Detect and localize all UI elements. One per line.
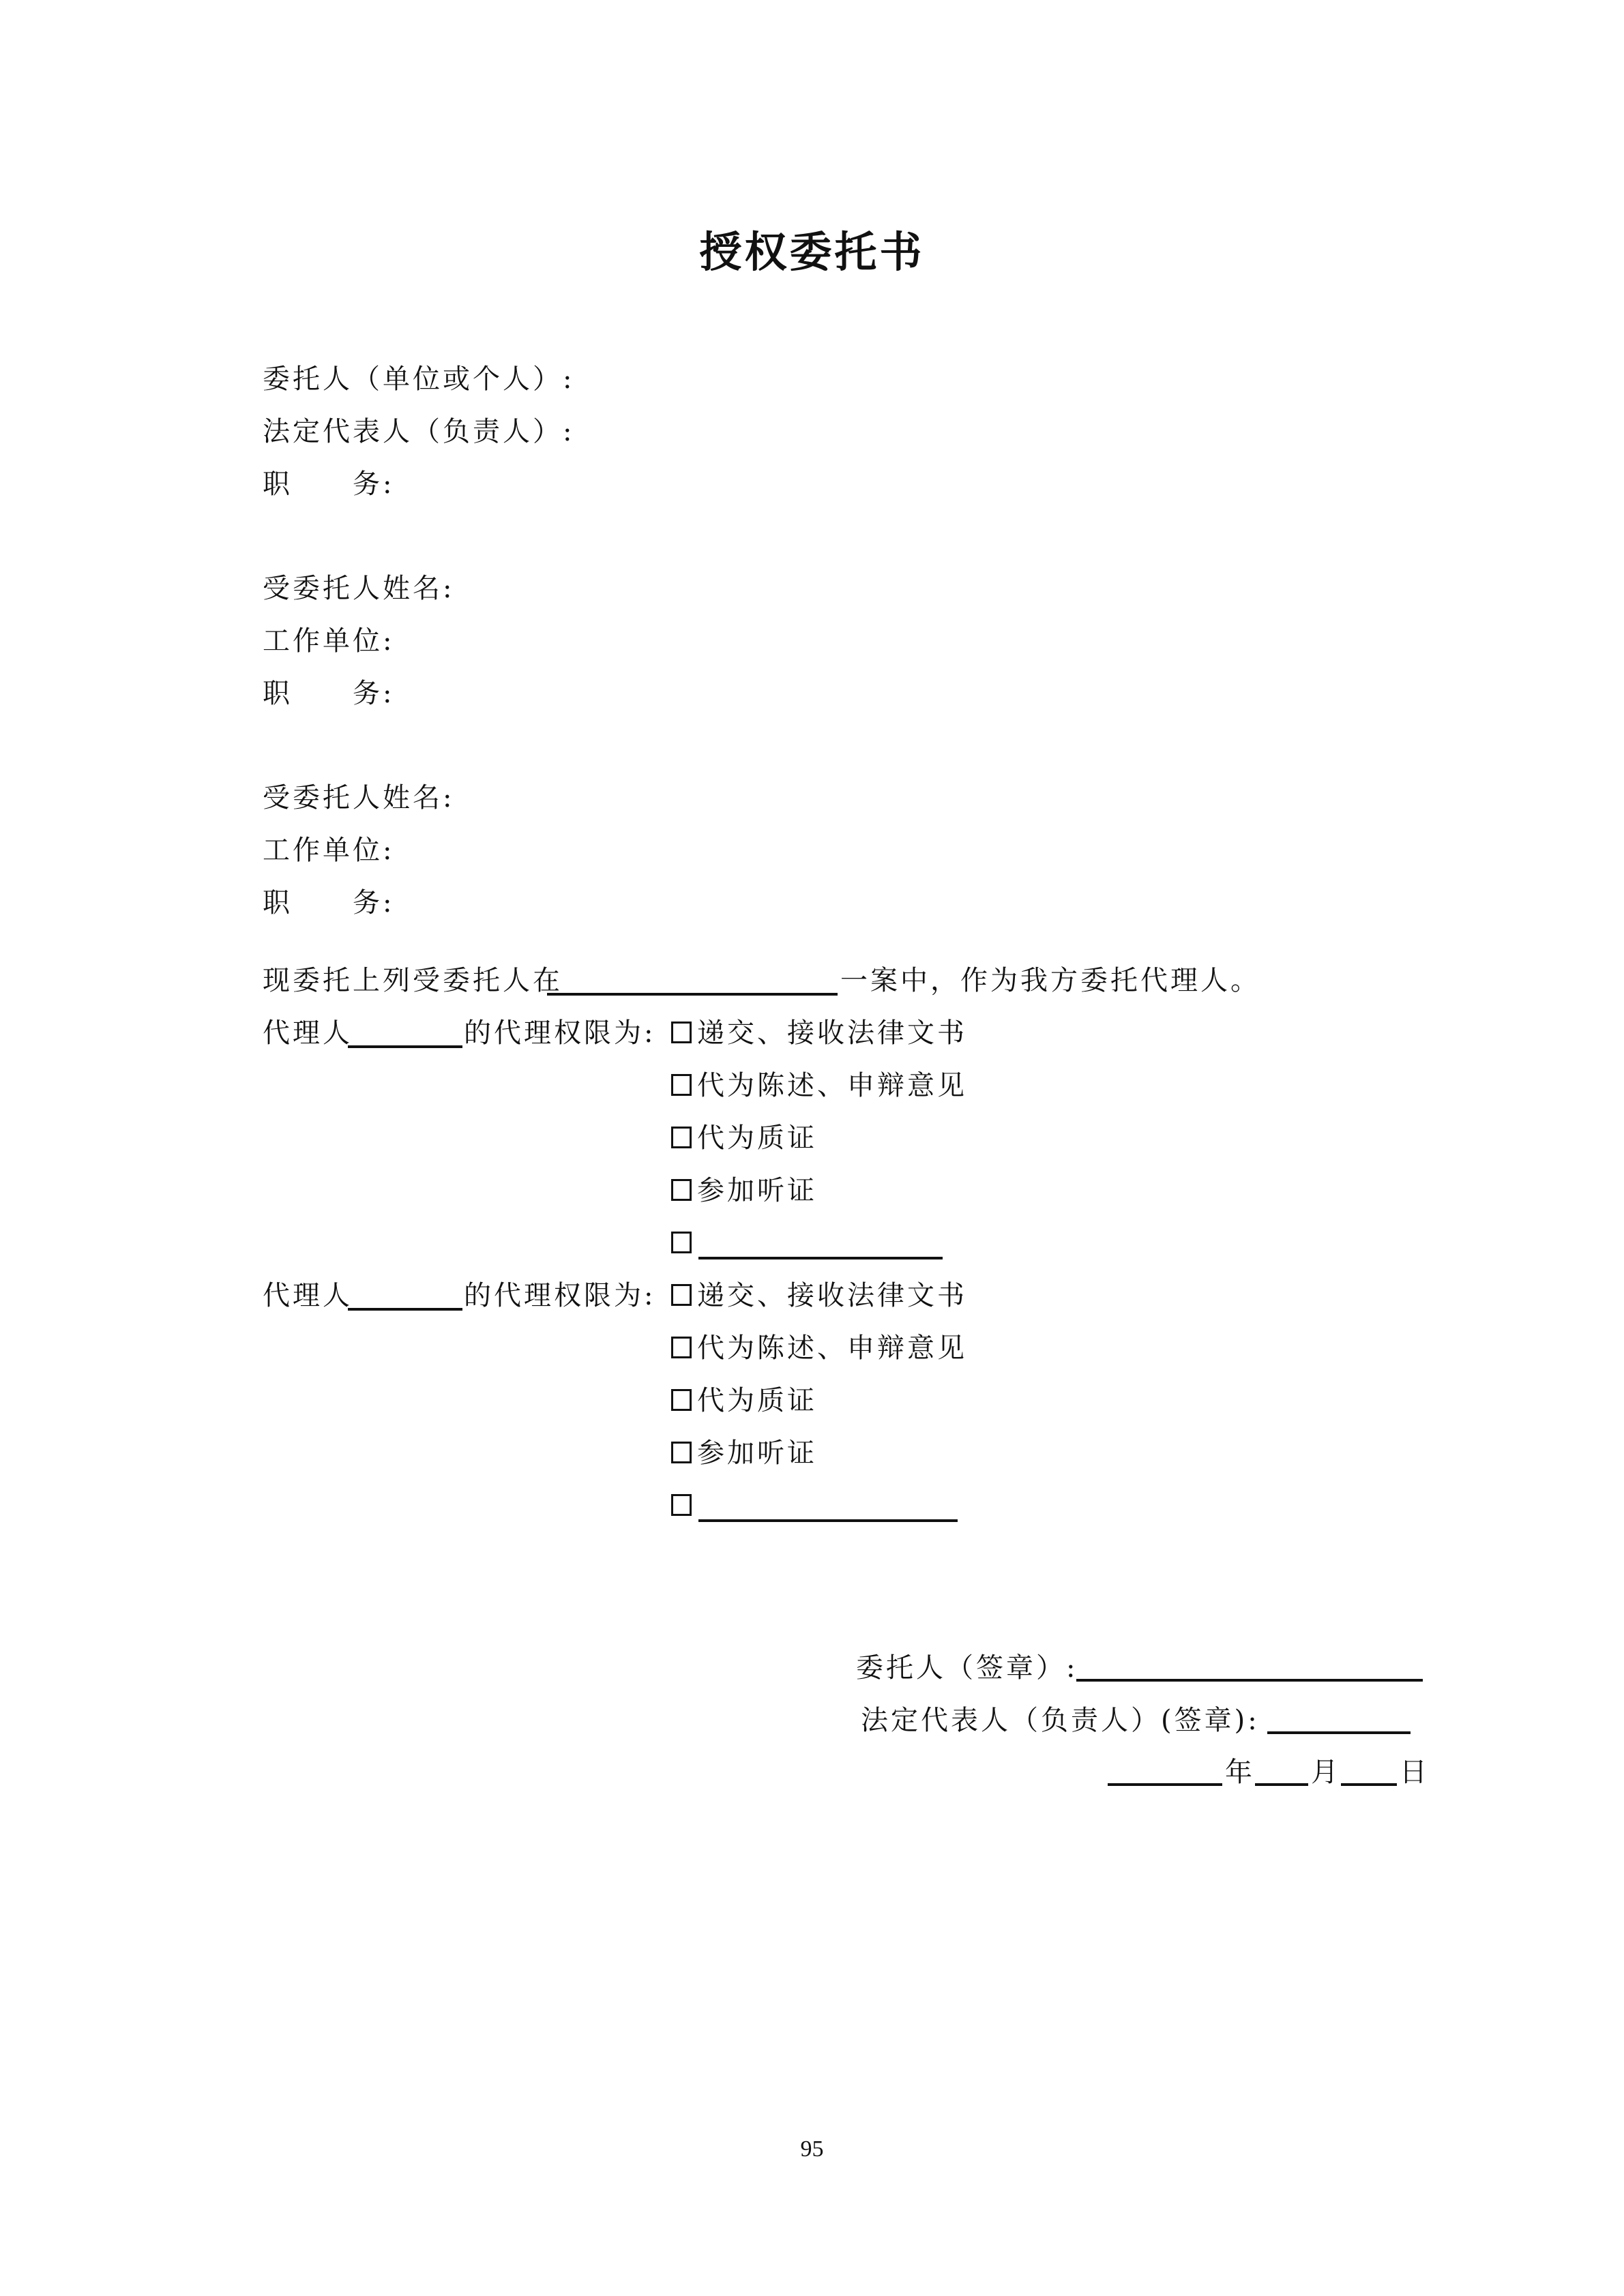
- month-label: 月: [1311, 1757, 1341, 1788]
- authority-1-option-4-label: 参加听证: [697, 1175, 817, 1206]
- case-name-blank[interactable]: [547, 993, 838, 996]
- authority-1-agent-blank[interactable]: [348, 1045, 462, 1048]
- authority-1-option-1-label: 递交、接收法律文书: [697, 1017, 967, 1049]
- authority-1-option-4-checkbox[interactable]: [671, 1179, 692, 1201]
- year-blank[interactable]: [1108, 1783, 1222, 1786]
- authority-2-option-2-label: 代为陈述、申辩意见: [697, 1332, 967, 1364]
- principal-name-label: 委托人（单位或个人）:: [263, 363, 575, 395]
- agent-1-position-label: 职 务:: [263, 678, 395, 709]
- authority-1-option-1-checkbox[interactable]: [671, 1022, 692, 1043]
- authority-2-option-5-checkbox[interactable]: [671, 1494, 692, 1516]
- authority-2-option-5-blank[interactable]: [698, 1519, 958, 1522]
- legal-rep-label: 法定代表人（负责人）:: [263, 416, 575, 447]
- entrust-statement-suffix: 一案中，作为我方委托代理人。: [840, 965, 1260, 996]
- principal-position-label: 职 务:: [263, 468, 395, 500]
- agent-2-work-unit-label: 工作单位:: [263, 835, 395, 866]
- authority-2-agent-blank[interactable]: [348, 1308, 462, 1311]
- page-number: 95: [800, 2136, 824, 2162]
- authority-2-option-3-checkbox[interactable]: [671, 1389, 692, 1411]
- principal-seal-label: 委托人（签章）:: [856, 1652, 1078, 1684]
- authority-2-suffix: 的代理权限为:: [464, 1280, 656, 1311]
- authority-1-option-3-label: 代为质证: [697, 1122, 817, 1154]
- agent-1-name-label: 受委托人姓名:: [263, 573, 455, 604]
- authority-1-option-3-checkbox[interactable]: [671, 1127, 692, 1148]
- principal-seal-blank[interactable]: [1076, 1679, 1423, 1682]
- authority-1-option-2-label: 代为陈述、申辩意见: [697, 1070, 967, 1101]
- year-label: 年: [1225, 1757, 1255, 1788]
- agent-1-work-unit-label: 工作单位:: [263, 625, 395, 657]
- month-blank[interactable]: [1255, 1783, 1308, 1786]
- authority-1-option-2-checkbox[interactable]: [671, 1074, 692, 1096]
- authority-2-option-3-label: 代为质证: [697, 1385, 817, 1416]
- day-blank[interactable]: [1341, 1783, 1397, 1786]
- authority-1-prefix: 代理人: [263, 1017, 353, 1049]
- agent-2-name-label: 受委托人姓名:: [263, 782, 455, 814]
- entrust-statement-prefix: 现委托上列受委托人在: [263, 965, 563, 996]
- authority-2-prefix: 代理人: [263, 1280, 353, 1311]
- authority-2-option-4-label: 参加听证: [697, 1437, 817, 1469]
- authority-2-option-4-checkbox[interactable]: [671, 1442, 692, 1463]
- authority-2-option-1-label: 递交、接收法律文书: [697, 1280, 967, 1311]
- day-label: 日: [1400, 1757, 1430, 1788]
- authority-1-suffix: 的代理权限为:: [464, 1017, 656, 1049]
- agent-2-position-label: 职 务:: [263, 887, 395, 919]
- authority-1-option-5-blank[interactable]: [698, 1257, 943, 1259]
- authority-1-option-5-checkbox[interactable]: [671, 1232, 692, 1253]
- authority-2-option-1-checkbox[interactable]: [671, 1284, 692, 1306]
- authority-2-option-2-checkbox[interactable]: [671, 1337, 692, 1358]
- legal-rep-seal-blank[interactable]: [1267, 1731, 1411, 1734]
- document-title: 授权委托书: [699, 227, 925, 277]
- legal-rep-seal-label: 法定代表人（负责人）(签章):: [861, 1705, 1260, 1736]
